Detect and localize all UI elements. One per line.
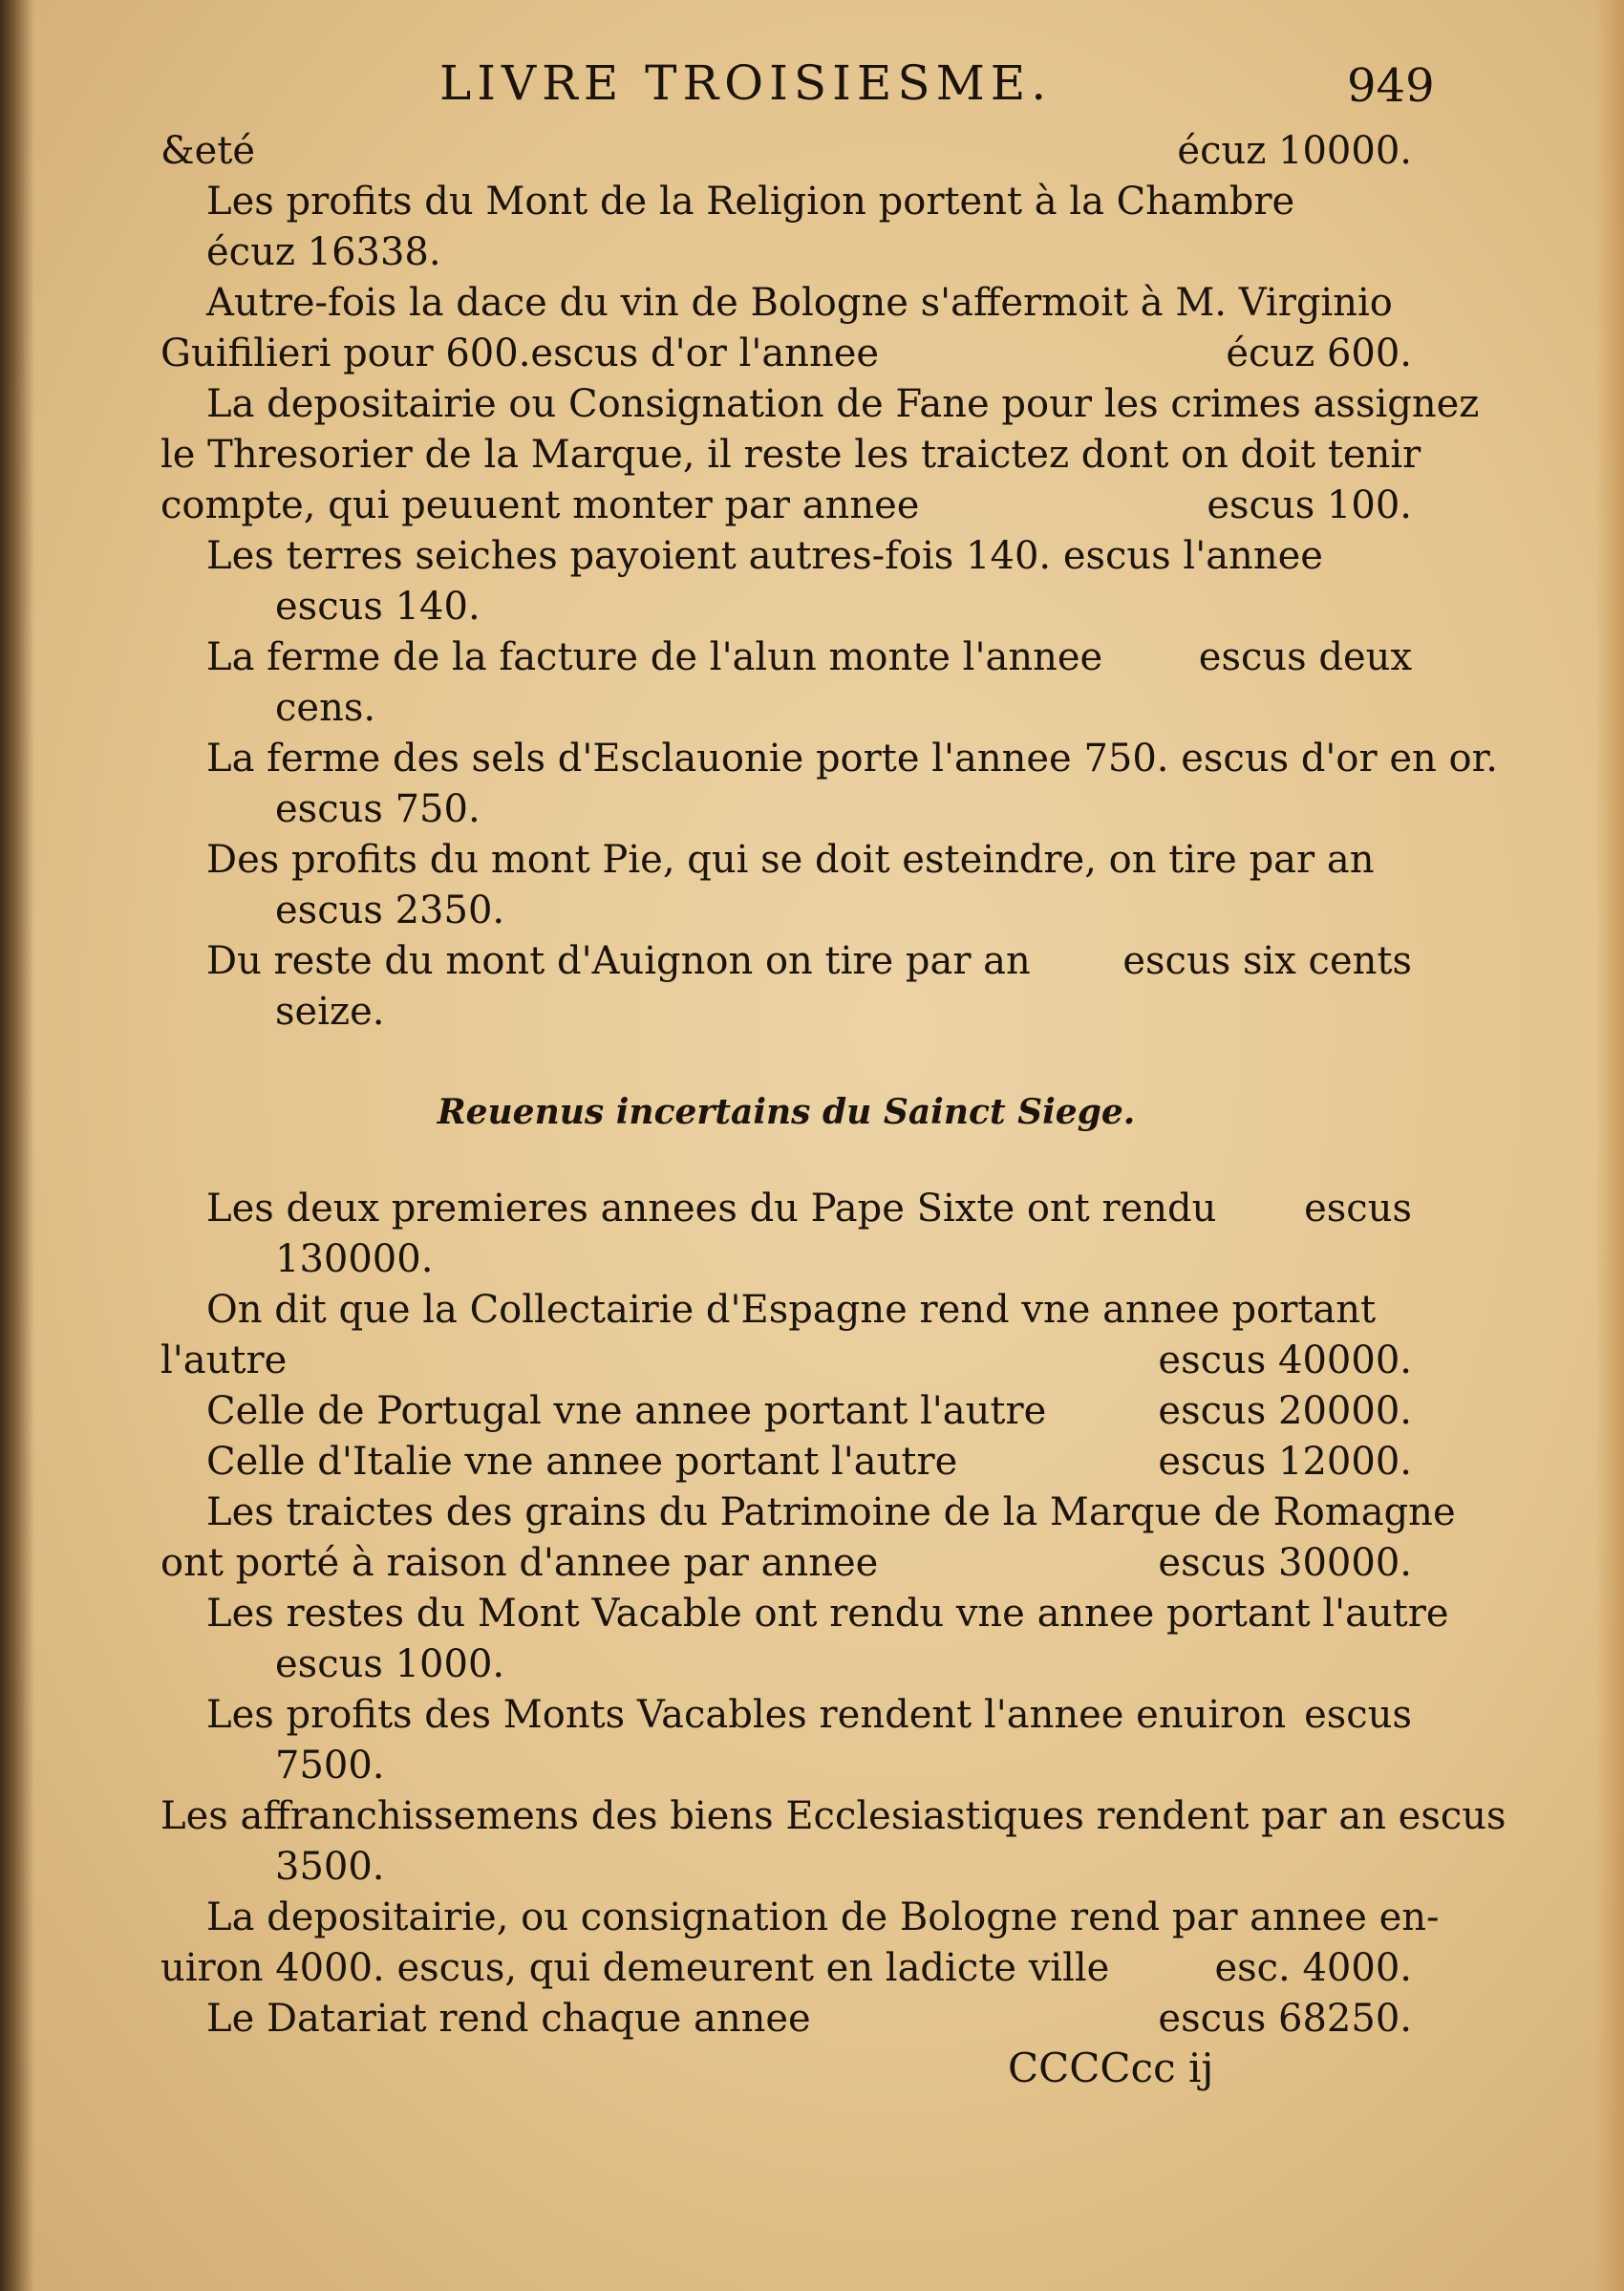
line-text: &eté [160, 129, 256, 173]
line-text: escus 750. [275, 787, 481, 831]
line-amount: escus 68250. [1158, 1997, 1412, 2041]
line-text: Les deux premieres annees du Pape Sixte ont rendu [206, 1187, 1217, 1231]
line-amount: escus [1304, 1187, 1412, 1231]
line-text: escus 1000. [275, 1642, 505, 1686]
line-text: Les profits du Mont de la Religion portent à la Chambre [206, 180, 1295, 224]
line-text: Autre-fois la dace du vin de Bologne s'affermoit à M. Virginio [206, 281, 1393, 325]
page-header [0, 50, 1624, 117]
text-line [160, 936, 1412, 987]
line-text: 130000. [275, 1237, 434, 1281]
folio-number: 949 [1347, 59, 1435, 113]
line-text: Du reste du mont d'Auignon on tire par an [206, 939, 1031, 983]
text-line [160, 126, 1412, 177]
line-text: compte, qui peuuent monter par annee [160, 483, 920, 527]
text-line [160, 1336, 1412, 1386]
line-text: l'autre [160, 1338, 288, 1382]
line-text: Les traictes des grains du Patrimoine de la Marque de Romagne [206, 1490, 1456, 1534]
text-line [160, 1386, 1412, 1437]
page-body [160, 126, 1506, 2045]
line-text: On dit que la Collectairie d'Espagne rend vne annee portant [206, 1288, 1377, 1332]
line-amount: écuz 600. [1226, 332, 1412, 375]
line-text: 7500. [275, 1744, 385, 1788]
text-line [160, 1488, 1456, 1538]
line-text: Les restes du Mont Vacable ont rendu vne annee portant l'autre [206, 1592, 1449, 1636]
text-line [160, 177, 1412, 227]
text-line [160, 1285, 1412, 1336]
line-text: Les affranchissemens des biens Ecclesiastiques rendent par an escus [160, 1794, 1506, 1838]
line-text: Guifilieri pour 600.escus d'or l'annee [160, 332, 880, 375]
line-amount: escus 100. [1207, 483, 1412, 527]
text-line [160, 430, 1421, 481]
line-text: le Thresorier de la Marque, il reste les traictez dont on doit tenir [160, 433, 1421, 477]
page-gutter-shadow [0, 0, 34, 2291]
line-text: 3500. [275, 1845, 385, 1889]
text-line [160, 531, 1412, 582]
section-heading: Reuenus incertains du Sainct Siege. [437, 1092, 1136, 1132]
text-line [160, 1234, 1412, 1285]
page-edge [1595, 0, 1624, 2291]
line-text: Le Datariat rend chaque annee [206, 1997, 811, 2041]
line-text: seize. [275, 990, 385, 1034]
line-text: Les terres seiches payoient autres-fois 140. escus l'annee [206, 534, 1323, 578]
text-line [160, 835, 1412, 886]
text-line [160, 1893, 1440, 1943]
line-text: ont porté à raison d'annee par annee [160, 1541, 879, 1585]
line-text: Les profits des Monts Vacables rendent l'annee enuiron [206, 1693, 1287, 1737]
line-amount: escus 20000. [1158, 1389, 1412, 1433]
line-text: cens. [275, 686, 376, 730]
line-amount: escus six cents [1122, 939, 1412, 983]
text-line [160, 1741, 1412, 1791]
line-text: La ferme de la facture de l'alun monte l'annee [206, 635, 1103, 679]
text-line [160, 1943, 1412, 1994]
line-text: écuz 16338. [206, 230, 441, 274]
line-amount: écuz 10000. [1177, 129, 1412, 173]
text-line [160, 1538, 1412, 1589]
line-text: escus 2350. [275, 889, 505, 932]
signature-mark: CCCCcc ij [1008, 2045, 1214, 2091]
line-text: La depositairie, ou consignation de Bologne rend par annee en- [206, 1895, 1440, 1939]
line-text: Celle d'Italie vne annee portant l'autre [206, 1440, 958, 1484]
text-line [160, 582, 1412, 632]
line-text: uiron 4000. escus, qui demeurent en ladicte ville [160, 1946, 1110, 1990]
text-line [160, 1842, 1412, 1893]
text-line [160, 1184, 1412, 1234]
line-amount: escus 30000. [1158, 1541, 1412, 1585]
text-line [160, 227, 1412, 278]
text-line [160, 784, 1412, 835]
text-line [160, 278, 1412, 329]
line-text: Des profits du mont Pie, qui se doit esteindre, on tire par an [206, 838, 1375, 882]
line-text: escus 140. [275, 585, 481, 629]
line-text: Celle de Portugal vne annee portant l'autre [206, 1389, 1047, 1433]
line-amount: escus [1304, 1693, 1412, 1737]
text-line [160, 481, 1412, 531]
text-line [160, 1589, 1449, 1639]
text-line [160, 683, 1412, 734]
text-line [160, 734, 1499, 784]
text-line [160, 987, 1412, 1038]
line-amount: esc. 4000. [1214, 1946, 1412, 1990]
running-title: LIVRE TROISIESME. [439, 55, 1053, 111]
text-line [160, 379, 1480, 430]
line-amount: escus deux [1198, 635, 1412, 679]
text-line [160, 1639, 1412, 1690]
text-line [160, 1437, 1412, 1488]
text-line [160, 329, 1412, 379]
text-line [160, 886, 1412, 936]
line-text: La ferme des sels d'Esclauonie porte l'annee 750. escus d'or en or. [206, 737, 1499, 781]
line-text: La depositairie ou Consignation de Fane pour les crimes assignez [206, 382, 1480, 426]
text-line [160, 1690, 1412, 1741]
text-line [160, 1791, 1506, 1842]
line-amount: escus 40000. [1158, 1338, 1412, 1382]
text-line [160, 1994, 1412, 2045]
text-line [160, 632, 1412, 683]
line-amount: escus 12000. [1158, 1440, 1412, 1484]
